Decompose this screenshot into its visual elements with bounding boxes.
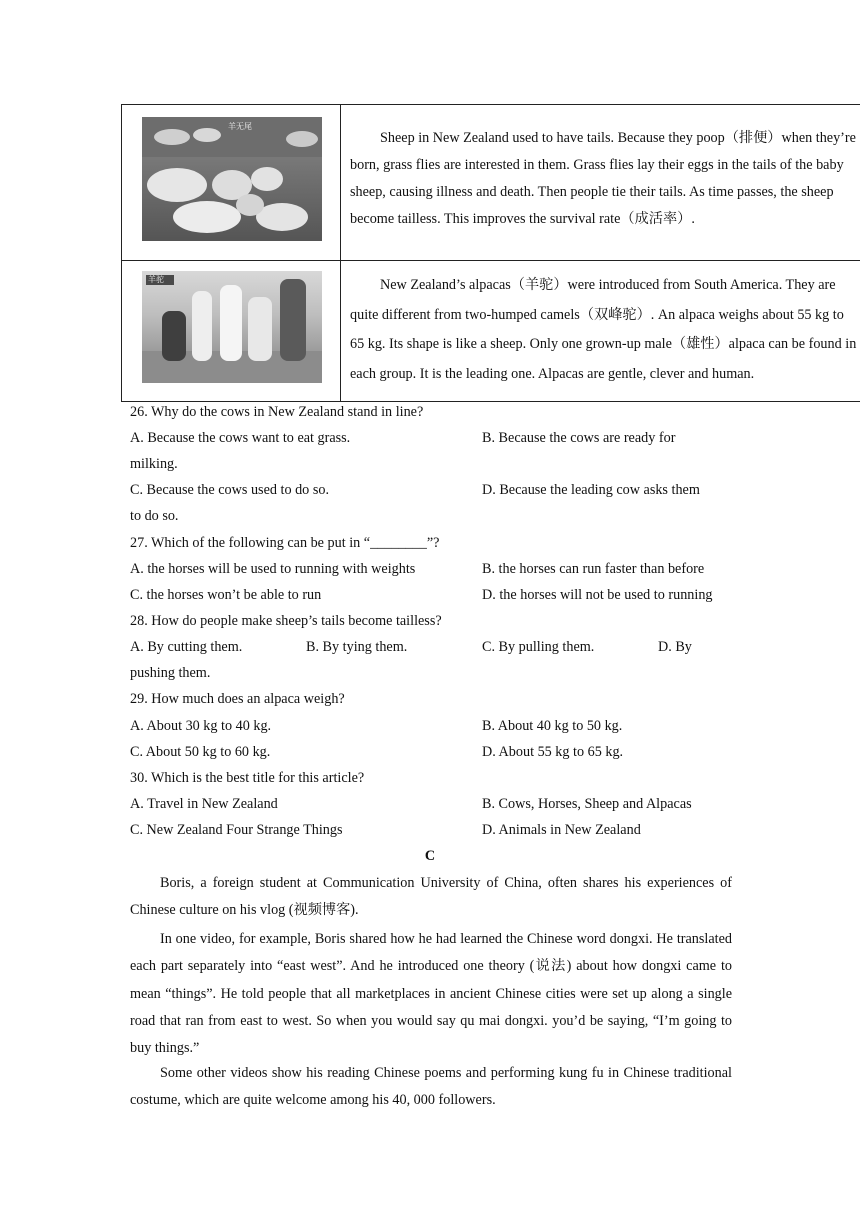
question-26-option-a: A. Because the cows want to eat grass. — [130, 430, 351, 446]
question-28-option-c: C. By pulling them. — [482, 639, 595, 655]
question-29-option-a: A. About 30 kg to 40 kg. — [130, 718, 272, 734]
text-cell — [342, 105, 860, 260]
question-26-option-b-cont: milking. — [130, 456, 178, 472]
question-27-option-a: A. the horses will be used to running with weights — [130, 561, 416, 577]
table-row — [122, 261, 860, 402]
section-c-paragraph-2: In one video, for example, Boris shared how he had learned the Chinese word dongxi. He translated each part separately into “east west”. And he introduced one theory (说法) about how dongxi came to mean “things”. He told people that all marketplaces in ancient Chinese cities were set up along a single road that ran from east to west. So when you would say qu mai dongxi. you’d be saying, “I’m going to buy things.” — [130, 931, 732, 1057]
info-table — [121, 104, 860, 402]
question-27-option-b: B. the horses can run faster than before — [482, 561, 705, 577]
sheep-paragraph: Sheep in New Zealand used to have tails. Because they poop（排便）when they’re born, grass flies are interested in them. Grass flies lay their eggs in the tails of the baby sheep, causing illness and death. Then people tie their tails. As time passes, the sheep become tailless. This improves the survival rate（成活率）. — [350, 130, 856, 227]
question-30-option-a: A. Travel in New Zealand — [130, 796, 278, 812]
sheep-photo-label: 羊无尾 — [228, 122, 252, 131]
sheep-illustration — [142, 117, 322, 241]
question-30-option-d: D. Animals in New Zealand — [482, 822, 641, 838]
sheep-photo — [142, 117, 322, 241]
section-c-paragraph-3: Some other videos show his reading Chinese poems and performing kung fu in Chinese traditional costume, which are quite welcome among his 40, 000 followers. — [130, 1065, 732, 1109]
text-cell — [342, 261, 860, 402]
question-28-option-d: D. By — [658, 639, 692, 655]
table-row — [122, 105, 860, 261]
question-26-stem: 26. Why do the cows in New Zealand stand in line? — [130, 404, 424, 420]
question-27-option-d: D. the horses will not be used to running — [482, 587, 713, 603]
question-26-option-b: B. Because the cows are ready for — [482, 430, 676, 446]
image-cell — [122, 261, 341, 402]
question-30-option-c: C. New Zealand Four Strange Things — [130, 822, 343, 838]
question-28-option-d-cont: pushing them. — [130, 665, 211, 681]
question-26-option-d-cont: to do so. — [130, 508, 179, 524]
alpaca-illustration — [142, 271, 322, 383]
question-30-stem: 30. Which is the best title for this article? — [130, 770, 365, 786]
question-30-option-b: B. Cows, Horses, Sheep and Alpacas — [482, 796, 692, 812]
question-27-option-c: C. the horses won’t be able to run — [130, 587, 322, 603]
question-28-stem: 28. How do people make sheep’s tails become tailless? — [130, 613, 442, 629]
section-c-paragraph-1: Boris, a foreign student at Communication University of China, often shares his experiences of Chinese culture on his vlog (视频博客). — [130, 875, 732, 919]
section-c-title: C — [424, 848, 436, 864]
question-29-option-c: C. About 50 kg to 60 kg. — [130, 744, 271, 760]
image-cell — [122, 105, 341, 260]
question-28-option-b: B. By tying them. — [306, 639, 408, 655]
question-29-option-d: D. About 55 kg to 65 kg. — [482, 744, 624, 760]
question-27-stem: 27. Which of the following can be put in “________”? — [130, 535, 440, 551]
question-29-stem: 29. How much does an alpaca weigh? — [130, 691, 345, 707]
question-26-option-d: D. Because the leading cow asks them — [482, 482, 700, 498]
question-29-option-b: B. About 40 kg to 50 kg. — [482, 718, 623, 734]
alpaca-photo-label: 羊驼 — [148, 275, 164, 284]
alpaca-paragraph: New Zealand’s alpacas（羊驼）were introduced from South America. They are quite different from two-humped camels（双峰驼）. An alpaca weighs about 55 kg to 65 kg. Its shape is like a sheep. Only one grown-up male（雄性）alpaca can be found in each group. It is the leading one. Alpacas are gentle, clever and human. — [350, 277, 857, 382]
question-26-option-c: C. Because the cows used to do so. — [130, 482, 329, 498]
question-28-option-a: A. By cutting them. — [130, 639, 243, 655]
alpaca-photo — [142, 271, 322, 383]
